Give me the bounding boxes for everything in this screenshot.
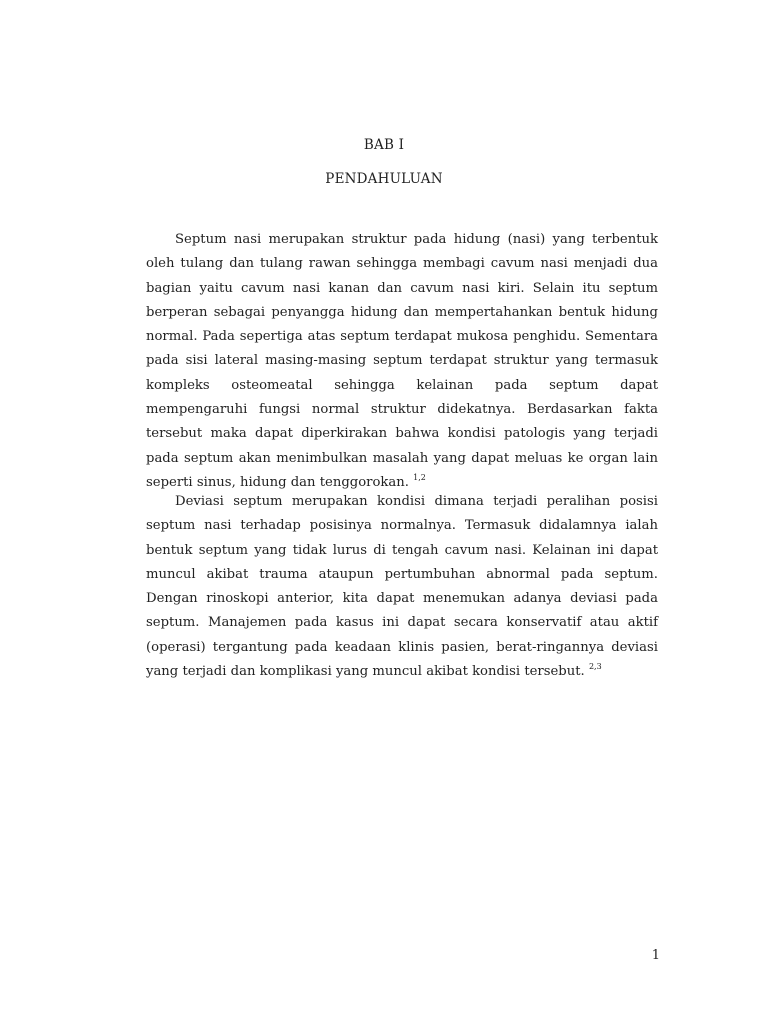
chapter-heading: BAB I (363, 137, 405, 153)
citation-superscript: 1,2 (413, 472, 426, 482)
paragraph-text: Septum nasi merupakan struktur pada hidung (nasi) yang terbentuk oleh tulang dan tulang rawan sehingga membagi cavum nasi menjadi dua bagian yaitu cavum nasi kanan dan cavum nasi kiri. Selain itu septum berperan sebagai penyangga hidung dan mempertahankan bentuk hidung normal. Pada sepertiga atas septum terdapat mukosa penghidu. Sementara pada sisi lateral masing-masing septum terdapat struktur yang termasuk kompleks osteomeatal sehingga kelainan pada septum dapat mempengaruhi fungsi normal struktur didekatnya. Berdasarkan fakta tersebut maka dapat diperkirakan bahwa kondisi patologis yang terjadi pada septum akan menimbulkan masalah yang dapat meluas ke organ lain seperti sinus, hidung dan tenggorokan. (146, 232, 658, 490)
paragraph-text: Deviasi septum merupakan kondisi dimana terjadi peralihan posisi septum nasi terhadap posisinya normalnya. Termasuk didalamnya ialah bentuk septum yang tidak lurus di tengah cavum nasi. Kelainan ini dapat muncul akibat trauma ataupun pertumbuhan abnormal pada septum. Dengan rinoskopi anterior, kita dapat menemukan adanya deviasi pada septum. Manajemen pada kasus ini dapat secara konservatif atau aktif (operasi) tergantung pada keadaan klinis pasien, berat-ringannya deviasi yang terjadi dan komplikasi yang muncul akibat kondisi tersebut. (146, 494, 658, 680)
paragraph (146, 490, 658, 684)
citation-superscript: 2,3 (588, 662, 602, 672)
page-number: 1 (651, 948, 660, 963)
paragraph (146, 228, 658, 495)
chapter-title: PENDAHULUAN (325, 171, 443, 187)
